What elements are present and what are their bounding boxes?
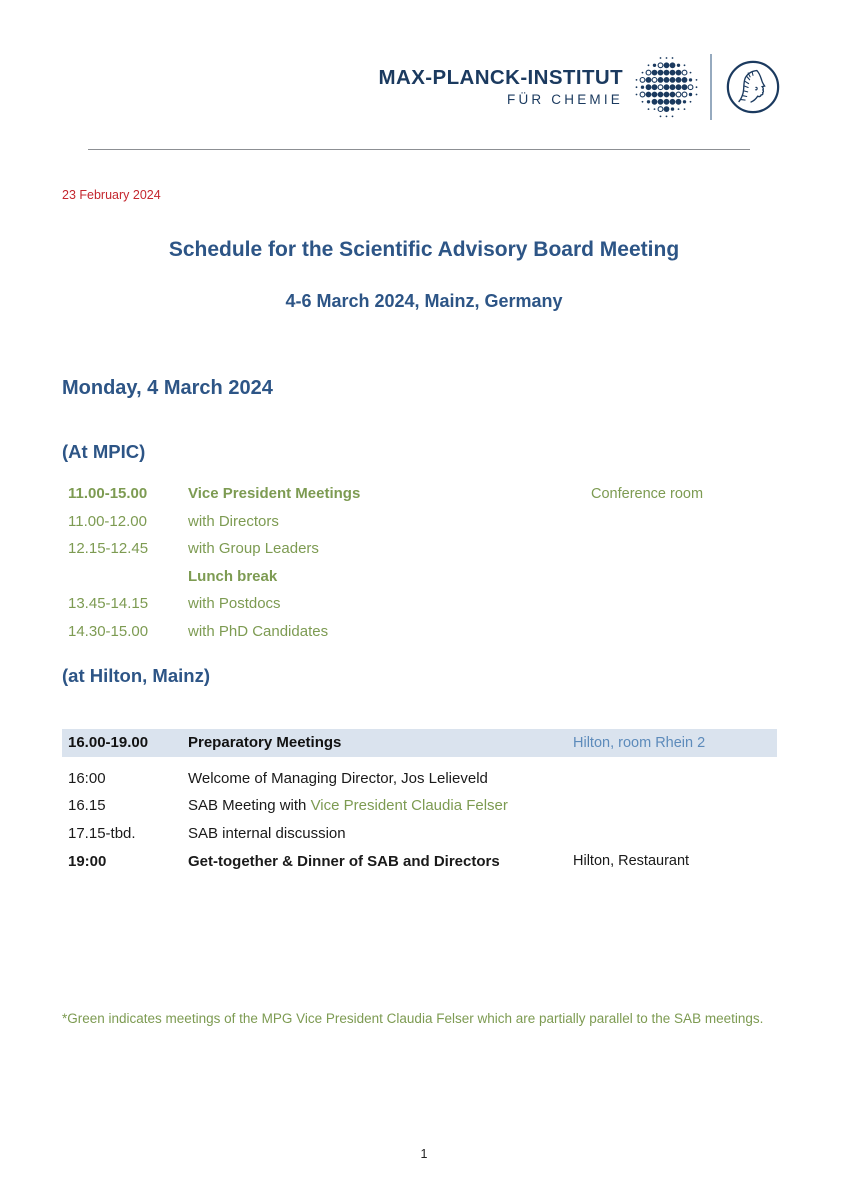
header-rule [88, 149, 750, 150]
time-cell: 17.15-tbd. [68, 825, 136, 843]
mpic-schedule-table [62, 480, 777, 645]
table-row [62, 563, 777, 591]
time-cell: 19:00 [68, 852, 107, 870]
page-subtitle: 4-6 March 2024, Mainz, Germany [285, 291, 563, 311]
institute-wordmark [379, 67, 623, 107]
description-cell: with Postdocs [188, 595, 281, 613]
table-row [62, 765, 777, 793]
description-cell: Preparatory Meetings [188, 734, 342, 752]
table-row [62, 820, 777, 848]
institute-department: FÜR CHEMIE [507, 91, 623, 107]
table-row [62, 590, 777, 618]
time-cell: 11.00-15.00 [68, 485, 148, 503]
table-header-row [62, 729, 777, 757]
mpic-logo [379, 54, 782, 120]
page-number: 1 [420, 1147, 428, 1161]
table-row [62, 792, 777, 820]
location-cell: Conference room [591, 485, 704, 502]
table-row [62, 535, 777, 563]
description-cell: Vice President Meetings [188, 485, 361, 503]
time-cell: 16.00-19.00 [68, 734, 149, 752]
hilton-schedule-table [62, 729, 777, 875]
time-cell: 12.15-12.45 [68, 540, 149, 558]
description-cell: Get-together & Dinner of SAB and Directors [188, 852, 500, 870]
logo-divider [710, 54, 712, 120]
dot-matrix-icon [633, 54, 699, 120]
table-row [62, 618, 777, 646]
time-cell: 16:00 [68, 769, 106, 787]
table-row [62, 508, 777, 536]
institute-name: MAX-PLANCK-INSTITUT [378, 66, 623, 90]
footnote: *Green indicates meetings of the MPG Vice President Claudia Felser which are partially parallel to the SAB meetings. [62, 1011, 764, 1026]
page-title: Schedule for the Scientific Advisory Board Meeting [168, 238, 680, 261]
time-cell: 14.30-15.00 [68, 622, 149, 640]
description-cell: Welcome of Managing Director, Jos Lelieveld [188, 769, 488, 787]
issue-date: 23 February 2024 [62, 188, 161, 202]
description-cell: with Group Leaders [188, 540, 319, 558]
table-row [62, 847, 777, 875]
section-heading-hilton: (at Hilton, Mainz) [62, 665, 210, 686]
time-cell: 11.00-12.00 [68, 512, 147, 530]
location-cell: Hilton, room Rhein 2 [573, 734, 706, 751]
description-cell: Lunch break [188, 567, 278, 585]
section-heading-mpic: (At MPIC) [62, 441, 146, 462]
time-cell: 16.15 [68, 797, 106, 815]
table-row [62, 480, 777, 508]
day-heading: Monday, 4 March 2024 [62, 377, 273, 399]
description-green-highlight: Vice President Claudia Felser [310, 797, 508, 815]
time-cell: 13.45-14.15 [68, 595, 149, 613]
location-cell: Hilton, Restaurant [573, 853, 690, 870]
description-cell: with Directors [188, 512, 279, 530]
description-cell: with PhD Candidates [188, 622, 329, 640]
description-prefix: SAB Meeting with [188, 797, 311, 815]
description-cell [188, 797, 573, 814]
minerva-head-icon [724, 58, 782, 116]
description-cell: SAB internal discussion [188, 825, 346, 843]
